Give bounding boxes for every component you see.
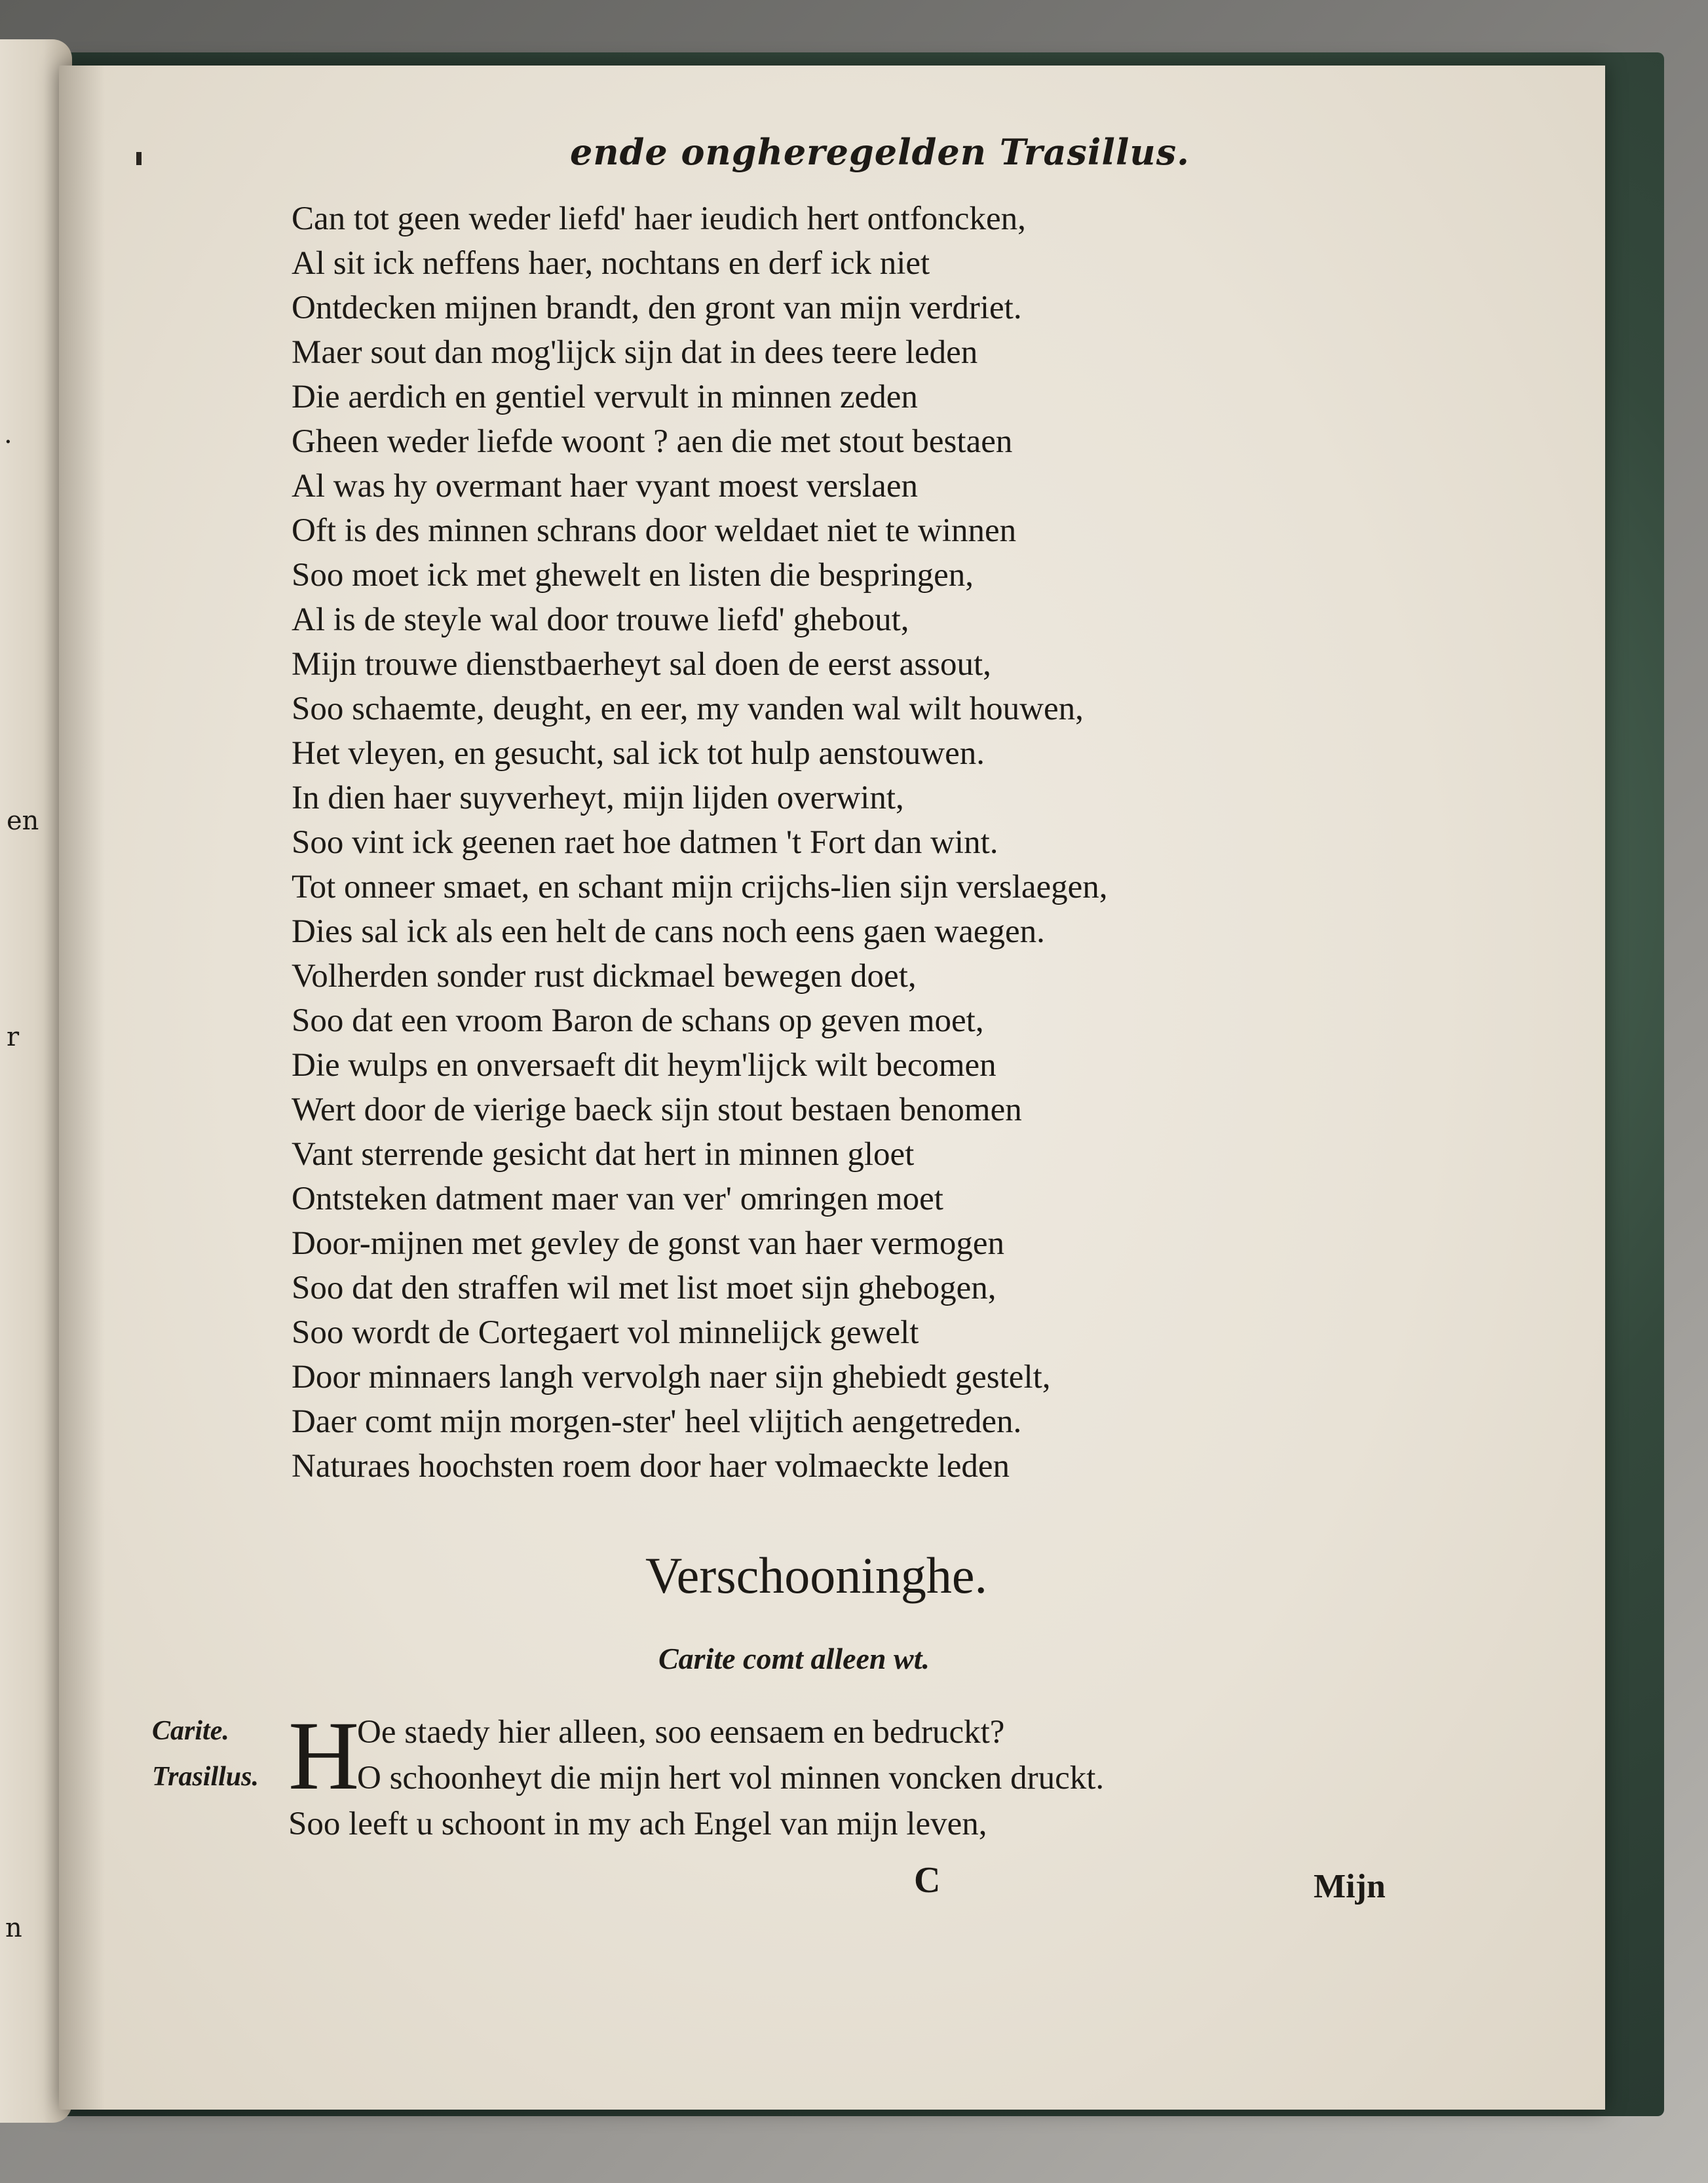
drop-cap: H [288,1701,360,1810]
verse-block [292,197,1373,1489]
verse-line: Maer sout dan mog'lijck sijn dat in dees teere leden [292,334,978,371]
verse-line: Vant sterrende gesicht dat hert in minnen gloet [292,1136,915,1173]
verse-line: Ontdecken mijnen brandt, den gront van mijn verdriet. [292,290,1022,326]
verse-line: Soo moet ick met ghewelt en listen die bespringen, [292,557,974,594]
verse-line: Oft is des minnen schrans door weldaet niet te winnen [292,512,1017,549]
catchword: Mijn [1314,1868,1386,1905]
verse-line: Wert door de vierige baeck sijn stout bestaen benomen [292,1092,1022,1128]
stage-direction: Carite comt alleen wt. [658,1642,930,1675]
section-heading: Verschooninghe. [645,1547,988,1604]
running-header: ende ongheregelden Trasillus. [570,131,1190,173]
verse-line: Al sit ick neffens haer, nochtans en derf ick niet [292,245,930,282]
dialogue-line: O schoonheyt die mijn hert vol minnen voncken druckt. [357,1760,1105,1796]
gutter-shadow [59,66,105,2110]
verse-line: Soo schaemte, deught, en eer, my vanden wal wilt houwen, [292,691,1084,727]
facing-page-fragment: . [4,419,12,449]
dialogue-line: Oe staedy hier alleen, soo eensaem en bedruckt? [357,1714,1005,1751]
facing-page-fragment: en [7,806,39,836]
verse-line: Soo dat een vroom Baron de schans op geven moet, [292,1002,984,1039]
verse-line: In dien haer suyverheyt, mijn lijden overwint, [292,780,904,816]
verse-line: Die aerdich en gentiel vervult in minnen zeden [292,379,918,415]
verse-line: Door minnaers langh vervolgh naer sijn ghebiedt gestelt, [292,1359,1051,1395]
verse-line: Ontsteken datment maer van ver' omringen moet [292,1181,943,1217]
verse-line: Die wulps en onversaeft dit heym'lijck wilt becomen [292,1047,996,1084]
verse-line: Can tot geen weder liefd' haer ieudich hert ontfoncken, [292,200,1026,237]
speaker-label-carite: Carite. [152,1716,229,1746]
dialogue-line: Soo leeft u schoont in my ach Engel van mijn leven, [288,1806,987,1842]
verse-line: Al is de steyle wal door trouwe liefd' ghebout, [292,601,909,638]
verse-line: Soo wordt de Cortegaert vol minnelijck gewelt [292,1314,919,1351]
verse-line: Naturaes hoochsten roem door haer volmaeckte leden [292,1448,1010,1485]
verse-line: Tot onneer smaet, en schant mijn crijchs-lien sijn verslaegen, [292,869,1108,905]
verse-line: Het vleyen, en gesucht, sal ick tot hulp aenstouwen. [292,735,985,772]
verse-line: Dies sal ick als een helt de cans noch eens gaen waegen. [292,913,1045,950]
verse-line: Volherden sonder rust dickmael bewegen doet, [292,958,917,995]
signature-mark: C [914,1860,941,1901]
verse-line: Al was hy overmant haer vyant moest verslaen [292,468,918,504]
facing-page-fragment: r [7,1022,20,1052]
verse-line: Mijn trouwe dienstbaerheyt sal doen de eerst assout, [292,646,991,683]
verse-line: Soo vint ick geenen raet hoe datmen 't Fort dan wint. [292,824,998,861]
verse-line: Soo dat den straffen wil met list moet sijn ghebogen, [292,1270,996,1306]
verse-line: Door-mijnen met gevley de gonst van haer vermogen [292,1225,1005,1262]
verse-line: Gheen weder liefde woont ? aen die met stout bestaen [292,423,1013,460]
speaker-label-trasillus: Trasillus. [152,1762,259,1792]
printer-mark [136,152,142,165]
facing-page-fragment: n [5,1913,22,1943]
verse-line: Daer comt mijn morgen-ster' heel vlijtich aengetreden. [292,1403,1022,1440]
